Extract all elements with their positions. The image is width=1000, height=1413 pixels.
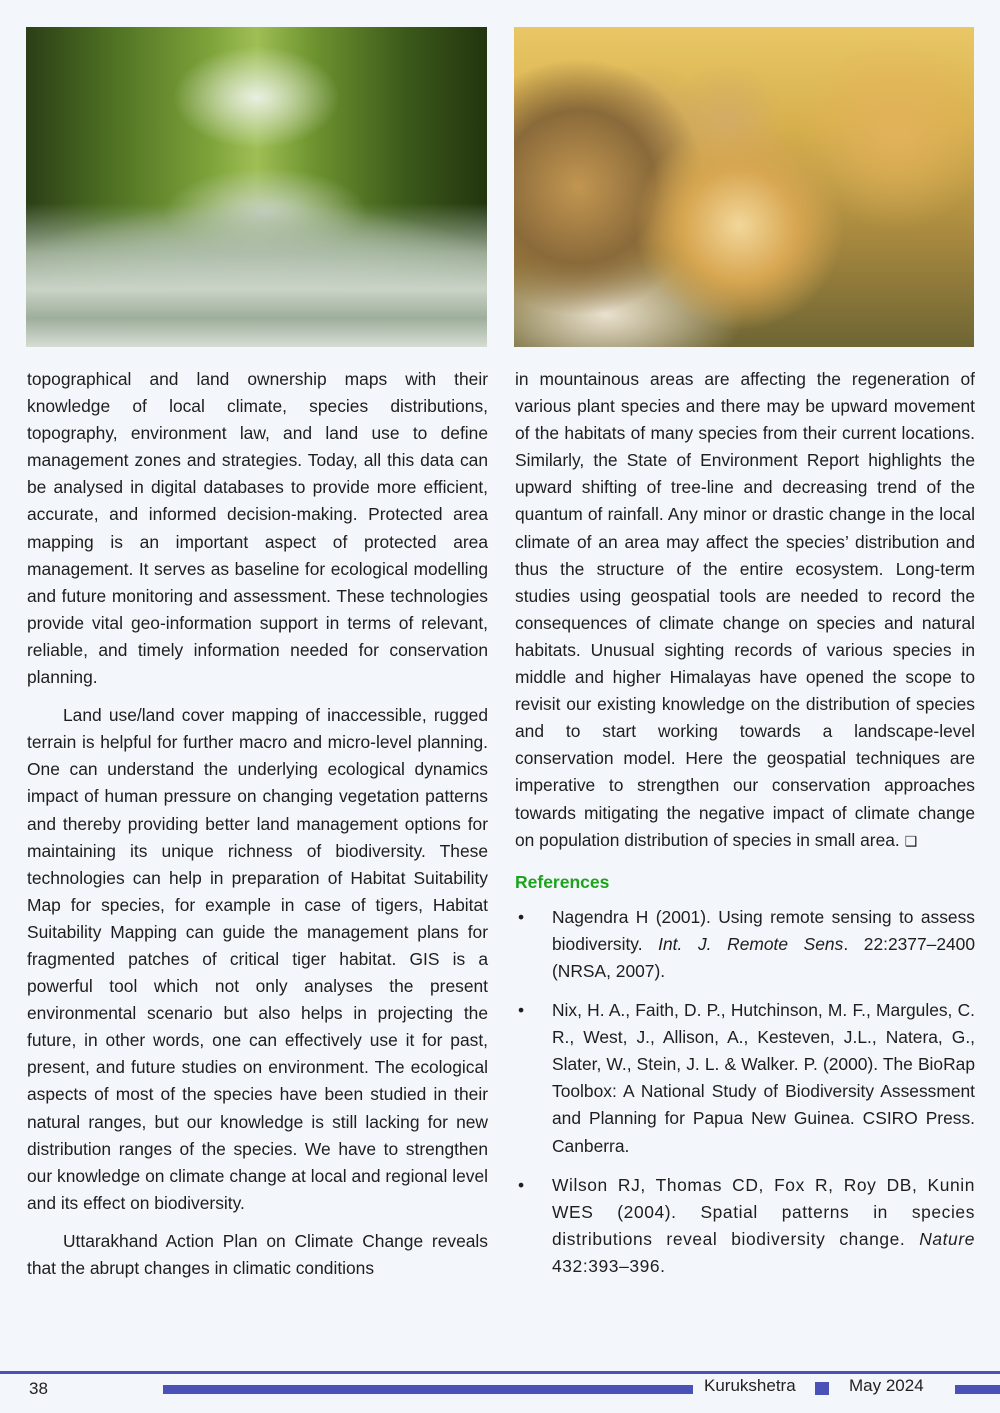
right-column	[515, 366, 975, 1292]
cheetah-family-photo	[514, 27, 974, 347]
bullet-icon: •	[518, 906, 525, 927]
paragraph-climate-change	[515, 366, 975, 855]
paragraph-land-use: Land use/land cover mapping of inaccessible, rugged terrain is helpful for further macro and micro-level planning. One can understand the underlying ecological dynamics impact of human pressure on changing vegetation patterns and thereby providing better land management options for maintaining its unique richness of biodiversity. These technologies can help in preparation of Habitat Suitability Map for species, for example in case of tigers, Habitat Suitability Mapping can guide the management plans for fragmented patches of critical tiger habitat. GIS is a powerful tool which not only analyses the present environmental scenario but also helps in projecting the future, in other words, one can effectively use it for past, present, and future studies on environment. The ecological aspects of most of the species have been studied in their natural ranges, but our knowledge is still lacking for new distribution ranges of the species. We have to strengthen our knowledge on climate change at local and regional level and its effect on biodiversity.	[27, 705, 488, 1213]
journal-title: Int. J. Remote Sens	[658, 933, 844, 954]
magazine-name: Kurukshetra	[704, 1376, 796, 1395]
page-footer	[0, 1366, 1000, 1406]
issue-date: May 2024	[849, 1376, 924, 1395]
paragraph-uttarakhand: Uttarakhand Action Plan on Climate Change reveals that the abrupt changes in climatic conditions	[27, 1230, 488, 1278]
footer-rule	[0, 1371, 1000, 1374]
reference-item: • Nix, H. A., Faith, D. P., Hutchinson, M. F., Margules, C. R., West, J., Allison, A., Kesteven, J.L., Natera, G., Slater, W., Stein, J. L. & Walker. P. (2000). The BioRap Toolbox: A National Study of Biodiversity Assessment and Planning for Papua New Guinea. CSIRO Press. Canberra.	[515, 997, 975, 1160]
river-water	[26, 203, 487, 347]
left-column	[27, 366, 488, 1282]
bullet-icon: •	[518, 1174, 525, 1195]
references-heading: References	[515, 871, 610, 892]
end-of-article-icon: ❑	[904, 832, 918, 849]
reference-item: • Nagendra H (2001). Using remote sensing to assess biodiversity. Int. J. Remote Sens. 22:2377–2400 (NRSA, 2007).	[515, 904, 975, 985]
footer-bar-right	[955, 1385, 1000, 1394]
page-number: 38	[29, 1379, 48, 1398]
river-forest-photo	[26, 27, 487, 347]
reference-item: • Wilson RJ, Thomas CD, Fox R, Roy DB, Kunin WES (2004). Spatial patterns in species distributions reveal biodiversity change. Nature 432:393–396.	[515, 1172, 975, 1280]
bullet-icon: •	[518, 1000, 525, 1021]
paragraph-climate-text: in mountainous areas are affecting the regeneration of various plant species and there may be upward movement of the habitats of many species from their current locations. Similarly, the State of Environment Report highlights the upward shifting of tree-line and decreasing trend of the quantum of rainfall. Any minor or drastic change in the local climate of an area may affect the species’ distribution and thus the structure of the entire ecosystem. Long-term studies using geospatial tools are needed to record the consequences of climate change on species and natural habitats. Unusual sighting records of various species in middle and higher Himalayas have opened the scope to revisit our existing knowledge on the distribution of species and to start working towards a landscape-level conservation model. Here the geospatial techniques are imperative to strengthen our conservation approaches towards mitigating the negative impact of climate change on population distribution of species in small area.	[515, 369, 975, 850]
square-separator-icon	[815, 1382, 829, 1395]
references-list	[515, 904, 975, 1280]
footer-bar-left	[163, 1385, 693, 1394]
journal-title: Nature	[919, 1228, 975, 1249]
paragraph-mapping: topographical and land ownership maps with their knowledge of local climate, species distributions, topography, environment law, and land use to define management zones and strategies. Today, all this data can be analysed in digital databases to provide more efficient, accurate, and informed decision-making. Protected area mapping is an important aspect of protected area management. It serves as baseline for ecological modelling and future monitoring and assessment. These technologies provide vital geo-information support in terms of relevant, reliable, and timely information needed for conservation planning.	[27, 369, 488, 688]
